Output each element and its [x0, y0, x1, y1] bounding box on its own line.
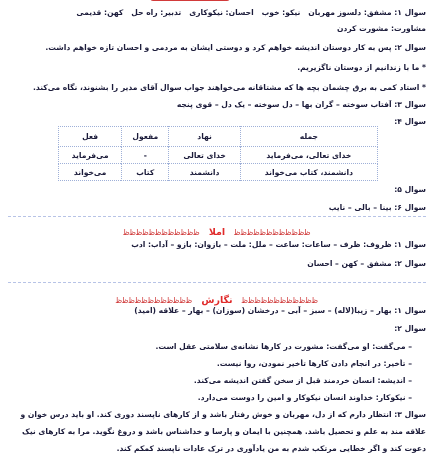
imla-section-header: [0, 220, 434, 239]
table-header-cell: جمله: [240, 127, 377, 147]
definition-item: احسان: نیکوکاری: [189, 8, 254, 17]
negaresh-question-3-line: سوال ۳: انتظار دارم که از دل، مهربان و خوش رفتار باشد و از کارهای ناپسند دوری کند. او باید درس خوان و: [20, 410, 426, 419]
header-banner-fragment: [150, 0, 230, 1]
table-header-row: [59, 127, 378, 147]
bullet-text: تأخیر: در انجام دادن کارها تأخیر نمودن، روا نیست.: [216, 359, 406, 368]
negaresh-question-3-line: دعوت کند و اگر خطایی مرتکب شدم به من یادآوری در ترک عادات ناپسند کمکم کند.: [116, 444, 426, 453]
table-row: [59, 164, 378, 181]
decorative-border: ﻇﻇﻇﻇﻇﻇﻇﻇﻇﻇﻇﻇ: [241, 296, 319, 305]
table-cell: کتاب: [122, 164, 169, 181]
question-1-line: [8, 8, 426, 18]
definition-item: نیکو: خوب: [261, 8, 301, 17]
imla-section-title: املا: [208, 227, 226, 238]
question-6-line: سوال ۶: بینا – بالی – نایب: [328, 203, 426, 212]
table-cell: دانشمند، کتاب می‌خواند: [240, 164, 377, 181]
table-header-cell: فعل: [59, 127, 122, 147]
table-row: [59, 147, 378, 164]
table-cell: خدای تعالی: [169, 147, 240, 164]
question-4-label: سوال ۴:: [394, 117, 426, 126]
negaresh-question-1: سوال ۱: بهار – زیبا(لاله) – سبز – آبی – درخشان (سوزان) – بهار – علاقه (امید): [134, 306, 426, 315]
negaresh-question-2-label: سوال ۲:: [394, 324, 426, 333]
table-cell: می‌فرماید: [59, 147, 122, 164]
table-header-cell: نهاد: [169, 127, 240, 147]
list-item: – می‌گفت: او می‌گفت: مشورت در کارها نشانه‌ی سلامتی عقل است.: [155, 342, 412, 351]
decorative-border: ﻇﻇﻇﻇﻇﻇﻇﻇﻇﻇﻇﻇ: [234, 228, 311, 237]
table-cell: می‌خواند: [59, 164, 122, 181]
section-divider: [8, 282, 426, 283]
question-2-line: سوال ۲: پس به کار دوستان اندیشه خواهم کرد و دوستی ایشان به مردمی و احسان تازه خواهم داشت.: [45, 43, 426, 52]
section-divider: [8, 216, 426, 217]
table-header-cell: مفعول: [122, 127, 169, 147]
bullet-text: نیکوکار: خداوند انسان نیکوکار و امین را دوست می‌دارد.: [197, 393, 406, 402]
decorative-border: ﻇﻇﻇﻇﻇﻇﻇﻇﻇﻇﻇﻇ: [123, 228, 200, 237]
grammar-table: [58, 126, 378, 181]
question-1-extra: مشاورت: مشورت کردن: [336, 24, 426, 33]
table-cell: دانشمند: [169, 164, 240, 181]
negaresh-section-header: [0, 288, 434, 307]
definition-item: کهن: قدیمی: [76, 8, 124, 17]
question-3-line: سوال ۳: آفتاب سوخته – گران بها – دل سوخته – یک دل – قوی پنجه: [176, 100, 426, 109]
negaresh-section-title: نگارش: [201, 295, 233, 306]
question-2-note-2: * استاد کمی به برق چشمان بچه ها که مشتاقانه می‌خواهند جواب سوال آقای مدیر را بشنوند، نگاه می‌کند.: [32, 83, 426, 92]
question-5-label: سوال ۵:: [394, 185, 426, 194]
imla-question-1: سوال ۱: ظروف: ظرف – ساعات: ساعت – ملل: ملت – بازوان: بازو – آداب: ادب: [131, 240, 426, 249]
decorative-border: ﻇﻇﻇﻇﻇﻇﻇﻇﻇﻇﻇﻇ: [115, 296, 193, 305]
question-1-label: سوال ۱: مشفق: دلسوز مهربان: [308, 8, 426, 17]
table-cell: خدای تعالی، می‌فرماید: [240, 147, 377, 164]
bullet-text: می‌گفت: او می‌گفت: مشورت در کارها نشانه‌ی سلامتی عقل است.: [155, 342, 406, 351]
bullet-text: اندیشه: انسان خردمند قبل از سخن گفتن اندیشه می‌کند.: [193, 376, 406, 385]
list-item: – اندیشه: انسان خردمند قبل از سخن گفتن اندیشه می‌کند.: [193, 376, 412, 385]
list-item: – نیکوکار: خداوند انسان نیکوکار و امین را دوست می‌دارد.: [197, 393, 412, 402]
list-item: – تأخیر: در انجام دادن کارها تأخیر نمودن، روا نیست.: [216, 359, 412, 368]
definition-item: تدبیر: راه حل: [131, 8, 182, 17]
imla-question-2: سوال ۲: مشفق – کهن – احسان: [307, 259, 426, 268]
table-cell: -: [122, 147, 169, 164]
negaresh-question-3-line: علاقه مند به علم و تحصیل باشد. همچنین با ایمان و پارسا و خداشناس باشد و دروغ نگوید. مرا به کارهای نیک: [22, 427, 426, 436]
question-2-note: * ما با زندانیم از دوستان ناگزیریم.: [297, 63, 426, 72]
